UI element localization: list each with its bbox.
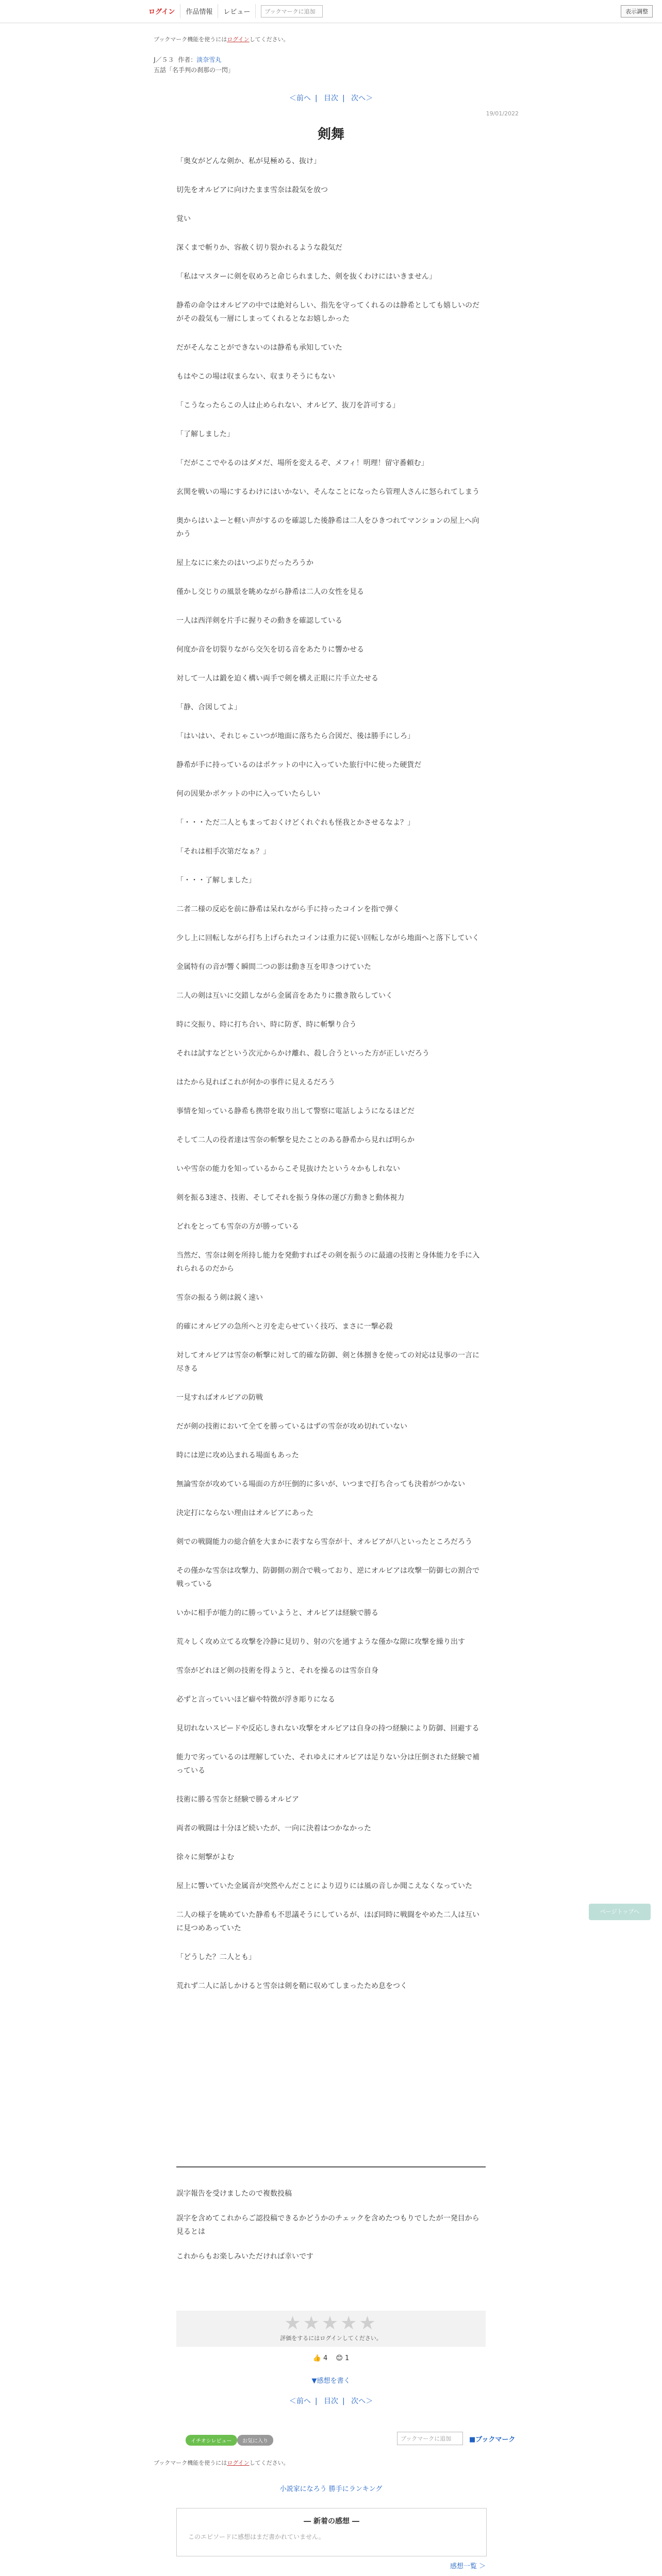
reactions	[0, 2354, 662, 2362]
paragraph: 「私はマスターに剣を収めろと命じられました、剣を抜くわけにはいきません」	[176, 273, 436, 281]
afterword-paragraph: これからもお楽しみいただければ幸いです	[176, 2252, 313, 2261]
pager-bottom: ＜前へ | 目次 | 次へ＞	[289, 2397, 373, 2405]
paragraph: 剣を振る3速さ、技術、そしてそれを振う身体の運び方動きと動体視力	[176, 1194, 405, 1202]
write-impression-link[interactable]: ▼感想を書く	[311, 2377, 351, 2385]
ranking-link[interactable]: 小説家になろう 勝手にランキング	[279, 2485, 383, 2493]
novel-info	[154, 55, 234, 75]
paragraph: 必ずと言っていいほど癖や特徴が浮き彫りになる	[176, 1696, 335, 1704]
paragraph: 覚い	[176, 215, 191, 223]
works-info-link[interactable]: 作品情報	[180, 4, 218, 18]
impressions-empty: このエピソードに感想はまだ書かれていません。	[188, 2533, 325, 2540]
bookmark-search-input[interactable]: ブックマークに追加	[261, 5, 323, 18]
paragraph: 二者二様の反応を前に静希は呆れながら手に持ったコインを指で弾く	[176, 905, 400, 913]
next-link-bottom[interactable]: 次へ＞	[351, 2397, 373, 2405]
paragraph: 事情を知っている静希も携帯を取り出して警察に電話しようになるほどだ	[176, 1107, 415, 1115]
bookmark-toolbar	[186, 2432, 521, 2447]
paragraph: 玄関を戦いの場にするわけにはいかない、そんなことになったら管理人さんに怒られてしまう	[176, 488, 479, 496]
paragraph: 「それは相手次第だなぁ？」	[176, 848, 270, 856]
paragraph: 的確にオルビアの急所へと刃を走らせていく技巧、まさに一撃必殺	[176, 1323, 393, 1331]
episode-number: J／５３	[154, 56, 174, 63]
paragraph: 「どうした？二人とも」	[176, 1953, 256, 1961]
afterword-separator	[176, 2166, 486, 2167]
paragraph: 僅かし交じりの風景を眺めながら静希は二人の女性を見る	[176, 588, 364, 596]
paragraph: 「了解しました」	[176, 430, 234, 438]
paragraph: 雪奈の振るう剣は鋭く速い	[176, 1294, 263, 1302]
notice-bottom-login-link[interactable]: ログイン	[227, 2460, 250, 2466]
paragraph: 見切れないスピードや反応しきれない攻撃をオルビアは自身の持つ経験により防御、回避する	[176, 1724, 479, 1733]
paragraph: だが剣の技術において全てを勝っているはずの雪奈が攻め切れていない	[176, 1422, 407, 1431]
login-link[interactable]: ログイン	[143, 4, 180, 18]
rating-box	[176, 2311, 486, 2347]
paragraph: そして二人の役者達は雪奈の斬撃を見たことのある静希から見れば明らか	[176, 1136, 415, 1144]
paragraph: 無論雪奈が攻めている場面の方が圧倒的に多いが、いつまで打ち合っても決着がつかない	[176, 1480, 465, 1488]
page-top-button[interactable]: ページトップへ	[589, 1904, 651, 1920]
prev-link[interactable]: ＜前へ	[289, 94, 311, 103]
notice-bottom-text-end: してください。	[249, 2460, 289, 2466]
paragraph: 何度か音を切裂りながら交矢を切る音をあたりに響かせる	[176, 646, 364, 654]
bookmark-button-label: ブックマーク	[475, 2436, 516, 2444]
paragraph: 時に交振り、時に打ち合い、時に防ぎ、時に斬撃り合う	[176, 1021, 357, 1029]
paragraph: 屋上に響いていた金属音が突然やんだことにより辺りには風の音しか聞こえなくなっていた	[176, 1882, 472, 1890]
paragraph: 決定打にならない理由はオルビアにあった	[176, 1509, 313, 1517]
paragraph: 少し上に回転しながら打ち上げられたコインは重力に従い回転しながら地面へと落下していく	[176, 934, 479, 942]
notice-text: ブックマーク機能を使うには	[154, 36, 227, 43]
chapter-name: 五話「名手判の刹那の一閃」	[154, 66, 235, 74]
paragraph: 能力で劣っているのは理解していた、それゆえにオルビアは足りない分は圧倒された経験で補っている	[176, 1753, 479, 1775]
paragraph: 奥からはいよーと軽い声がするのを確認した後静希は二人をひきつれてマンションの屋上へ向かう	[176, 517, 479, 538]
paragraph: 荒々しく攻め立てる攻撃を冷静に見切り、射の穴を通すような僅かな隙に攻撃を繰り出す	[176, 1638, 465, 1646]
impressions-more-link[interactable]: 感想一覧 ＞	[450, 2563, 486, 2570]
paragraph: 雪奈がどれほど剣の技術を得ようと、それを操るのは雪奈自身	[176, 1667, 378, 1675]
paragraph: 「だがここでやるのはダメだ、場所を変えるぞ、メフィ！明理！留守番頼む」	[176, 459, 428, 467]
next-link[interactable]: 次へ＞	[351, 94, 373, 103]
afterword-paragraph: 誤字を含めてこれからご認投稿できるかどうかのチェックを含めたつもりでしたが一発目から見るとは	[176, 2214, 479, 2236]
prev-link-bottom[interactable]: ＜前へ	[289, 2397, 311, 2405]
paragraph: それは試すなどという次元からかけ離れ、殺し合うといった方が正しいだろう	[176, 1049, 429, 1058]
paragraph: 二人の様子を眺めていた静希も不思議そうにしているが、ほぼ同時に戦闘をやめた二人は互いに見つめあっていた	[176, 1911, 479, 1933]
paragraph: 二人の剣は互いに交錯しながら金属音をあたりに撒き散らしていく	[176, 992, 393, 1000]
top-bar	[0, 0, 662, 23]
paragraph: はたから見ればこれが何かの事件に見えるだろう	[176, 1078, 335, 1087]
impressions-title: ― 新着の感想 ―	[304, 2517, 359, 2526]
afterword-paragraph: 誤字報告を受けましたので複数投稿	[176, 2190, 292, 2198]
paragraph: だがそんなことができないのは静希も承知していた	[176, 344, 342, 352]
paragraph: 静希が手に持っているのはポケットの中に入っていた旅行中に使った硬貨だ	[176, 761, 422, 769]
paragraph: 当然だ、雪奈は剣を所持し能力を発動すればその剣を振うのに最適の技術と身体能力を手に入れられるのだから	[176, 1251, 479, 1273]
paragraph: 「こうなったらこの人は止められない、オルビア、抜刀を許可する」	[176, 401, 400, 410]
paragraph: 「・・・了解しました」	[176, 876, 256, 885]
recommend-review-button[interactable]: イチオシレビュー	[186, 2435, 237, 2446]
display-settings-button[interactable]: 表示調整	[621, 5, 653, 18]
paragraph: 何の因果かポケットの中に入っていたらしい	[176, 790, 321, 798]
notice-bottom-text: ブックマーク機能を使うには	[154, 2460, 227, 2466]
paragraph: いや雪奈の能力を知っているからこそ見抜けたという々かもしれない	[176, 1165, 400, 1173]
episode-title: 剣舞	[317, 127, 344, 142]
paragraph: 両者の戦闘は十分ほど続いたが、一向に決着はつかなかった	[176, 1824, 371, 1833]
paragraph: 技術に勝る雪奈と経験で勝るオルビア	[176, 1795, 299, 1804]
paragraph: 「静、合図してよ」	[176, 703, 241, 711]
author-link[interactable]: 淡奈雪丸	[196, 56, 222, 63]
toc-link[interactable]: 目次	[324, 94, 338, 103]
paragraph: どれをとっても雪奈の方が勝っている	[176, 1223, 299, 1231]
paragraph: 「はいはい、それじゃこいつが地面に落ちたら合図だ、後は勝手にしろ」	[176, 732, 415, 740]
paragraph: 一人は西洋剣を片手に握りその動きを確認している	[176, 617, 342, 625]
paragraph: 静希の命令はオルビアの中では絶対らしい、指先を守ってくれるのは静希としても嬉しいのだがその殺気も一層にしまってくれるとなお嬉しかった	[176, 301, 479, 323]
bookmark-icon: ■	[469, 2436, 476, 2444]
paragraph: 「・・・ただ二人ともまっておくけどくれぐれも怪我とかさせるなよ？」	[176, 819, 415, 827]
novel-body	[176, 155, 486, 2008]
review-link[interactable]: レビュー	[218, 4, 256, 18]
paragraph: いかに相手が能力的に勝っていようと、オルビアは経験で勝る	[176, 1609, 378, 1617]
paragraph: 荒れず二人に話しかけると雪奈は剣を鞘に収めてしまったため息をつく	[176, 1982, 407, 1990]
paragraph: 剣での戦闘能力の総合値を大まかに表すなら雪奈が十、オルビアが八といったところだろう	[176, 1538, 472, 1546]
paragraph: 切先をオルビアに向けたまま雪奈は殺気を放つ	[176, 186, 328, 194]
paragraph: 屋上なにに来たのはいつぶりだったろうか	[176, 559, 313, 567]
bookmark-button[interactable]	[469, 2434, 515, 2444]
laugh-reaction[interactable]: 😊 1	[336, 2354, 350, 2362]
afterword	[176, 2187, 486, 2275]
paragraph: もはやこの場は収まらない、収まりそうにもない	[176, 372, 335, 381]
paragraph: 深くまで斬りか、容赦く切り裂かれるような殺気だ	[176, 244, 342, 252]
favorite-button[interactable]: お気に入り	[237, 2435, 273, 2446]
paragraph: 時には逆に攻め込まれる場面もあった	[176, 1451, 299, 1460]
paragraph: 対して一人は鍛を迫く構い両手で剣を構え正眼に片手立たせる	[176, 674, 378, 683]
impressions-box	[176, 2508, 487, 2556]
paragraph: 徐々に刻撃がよむ	[176, 1853, 234, 1861]
author-label: 作者：	[178, 56, 197, 63]
paragraph: 金属特有の音が響く瞬間二つの影は動き互を叩きつけていた	[176, 963, 371, 971]
bookmark-add-input[interactable]: ブックマークに追加	[397, 2432, 463, 2445]
rating-stars[interactable]: ★★★★★	[284, 2313, 378, 2334]
bookmark-login-notice-bottom	[154, 2459, 289, 2467]
rating-login-note: 評価をするにはログインしてください。	[280, 2335, 382, 2342]
notice-login-link[interactable]: ログイン	[227, 36, 250, 43]
toc-link-bottom[interactable]: 目次	[324, 2397, 338, 2405]
post-date: 19/01/2022	[486, 110, 519, 117]
bookmark-login-notice	[154, 35, 289, 43]
paragraph: その僅かな雪奈は攻撃力、防御側の割合で戦っており、逆にオルビアは攻撃一防御七の割合で戦っている	[176, 1567, 479, 1588]
paragraph: 対してオルビアは雪奈の斬撃に対して的確な防御、剣と体捌きを使っての対応は見事の一言に尽きる	[176, 1351, 479, 1373]
pager-top: ＜前へ | 目次 | 次へ＞	[289, 94, 373, 103]
paragraph: 「奥女がどんな剣か、私が見極める、抜け」	[176, 157, 321, 165]
like-reaction[interactable]: 👍 4	[312, 2354, 328, 2362]
paragraph: 一見すればオルビアの防戦	[176, 1394, 263, 1402]
notice-text-end: してください。	[249, 36, 289, 43]
top-nav	[143, 4, 323, 18]
